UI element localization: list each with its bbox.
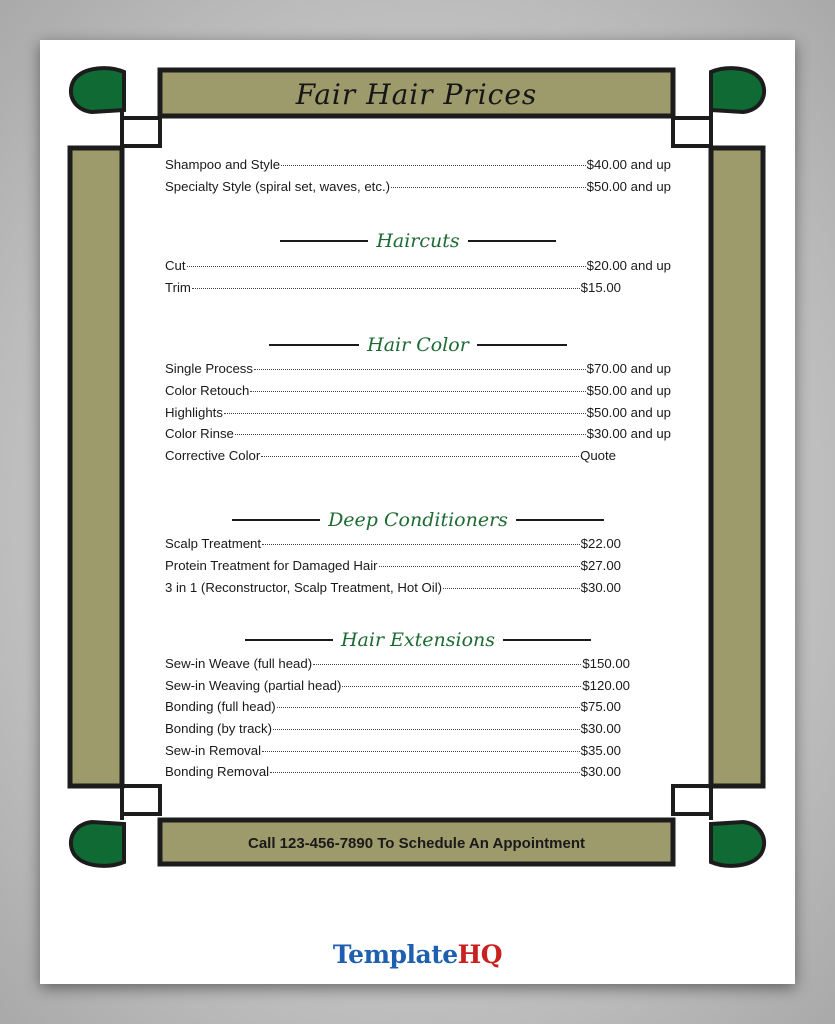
price-row [165,743,621,765]
heading-rule [280,240,368,242]
price-row [165,361,671,383]
logo-text-template: Template [332,940,458,969]
left-border-bar [70,148,122,786]
heading-rule [245,639,333,641]
logo-text-hq: HQ [457,940,503,969]
top-right-knot [673,110,711,146]
dot-leader [250,391,585,392]
haircuts-section [165,258,671,301]
dot-leader [187,266,586,267]
dot-leader [235,434,586,435]
service-price: $35.00 [580,742,621,758]
price-row [165,383,671,405]
hair-extensions-section [165,656,671,786]
intro-section [165,157,671,200]
heading-rule [516,519,604,521]
dot-leader [192,288,580,289]
heading-text: Haircuts [376,230,460,253]
heading-text: Deep Conditioners [328,509,508,532]
service-name: Scalp Treatment [165,536,262,552]
service-name: Bonding (full head) [165,699,276,715]
price-row [165,536,621,558]
service-name: Sew-in Weave (full head) [165,656,313,672]
price-row [165,448,616,470]
service-price: $50.00 and up [586,404,671,420]
dot-leader [281,165,586,166]
heading-text: Hair Extensions [340,629,496,652]
hair-color-section [165,361,671,469]
section-heading-haircuts [165,228,671,254]
service-price: $50.00 and up [586,178,671,194]
price-row [165,426,671,448]
section-heading-deep-conditioners [165,507,671,533]
price-row [165,179,671,201]
service-price: $30.00 and up [586,426,671,442]
heading-rule [269,344,359,346]
dot-leader [313,664,581,665]
price-row [165,580,621,602]
service-price: $30.00 [580,720,621,736]
service-name: Bonding Removal [165,764,270,780]
heading-rule [503,639,591,641]
service-name: 3 in 1 (Reconstructor, Scalp Treatment, Hot Oil) [165,579,443,595]
bottom-right-leaf-ornament [711,822,764,866]
brand-logo [0,940,835,969]
service-name: Bonding (by track) [165,720,273,736]
dot-leader [391,187,586,188]
service-price: Quote [580,447,616,463]
section-heading-hair-extensions [165,627,671,653]
dot-leader [224,413,586,414]
heading-rule [468,240,556,242]
service-price: $70.00 and up [586,361,671,377]
dot-leader [262,751,580,752]
dot-leader [273,729,580,730]
top-left-knot [122,102,160,146]
heading-rule [477,344,567,346]
top-right-leaf-ornament [711,68,764,112]
dot-leader [443,588,580,589]
bottom-left-knot [122,786,160,820]
service-name: Protein Treatment for Damaged Hair [165,557,378,573]
dot-leader [270,772,580,773]
service-name: Single Process [165,361,253,377]
service-name: Highlights [165,404,223,420]
appointment-call-to-action: Call 123-456-7890 To Schedule An Appointment [247,834,586,852]
service-price: $50.00 and up [586,382,671,398]
service-price: $40.00 and up [586,157,671,172]
heading-rule [232,519,320,521]
price-row [165,656,630,678]
service-price: $15.00 [580,279,621,295]
service-price: $27.00 [580,557,621,573]
price-row [165,699,621,721]
top-left-leaf-ornament [71,68,124,112]
service-name: Specialty Style (spiral set, waves, etc.) [165,178,390,194]
price-row [165,764,621,786]
right-border-bar [711,148,763,786]
service-price: $20.00 and up [586,258,671,274]
service-name: Cut [165,258,186,274]
service-name: Sew-in Weaving (partial head) [165,677,342,693]
service-name: Color Rinse [165,426,234,442]
service-name: Sew-in Removal [165,742,262,758]
price-row [165,558,621,580]
page-title: Fair Hair Prices [295,77,538,111]
service-price: $75.00 [580,699,621,715]
service-name: Shampoo and Style [165,157,281,172]
dot-leader [277,707,580,708]
price-row [165,280,621,302]
price-row [165,405,671,427]
heading-text: Hair Color [367,334,469,357]
service-name: Trim [165,279,191,295]
dot-leader [261,456,579,457]
dot-leader [379,566,580,567]
dot-leader [254,369,586,370]
section-heading-hair-color [165,332,671,358]
bottom-right-knot [673,786,711,820]
price-row [165,157,671,179]
deep-conditioners-section [165,536,671,601]
service-name: Corrective Color [165,447,261,463]
price-row [165,258,671,280]
price-list [165,157,671,786]
price-row [165,678,630,700]
bottom-left-leaf-ornament [71,822,124,866]
dot-leader [342,686,581,687]
service-price: $30.00 [580,764,621,780]
price-row [165,721,621,743]
service-price: $22.00 [580,536,621,552]
service-price: $150.00 [582,656,630,672]
service-name: Color Retouch [165,382,250,398]
dot-leader [262,544,580,545]
service-price: $120.00 [582,677,630,693]
service-price: $30.00 [580,579,621,595]
